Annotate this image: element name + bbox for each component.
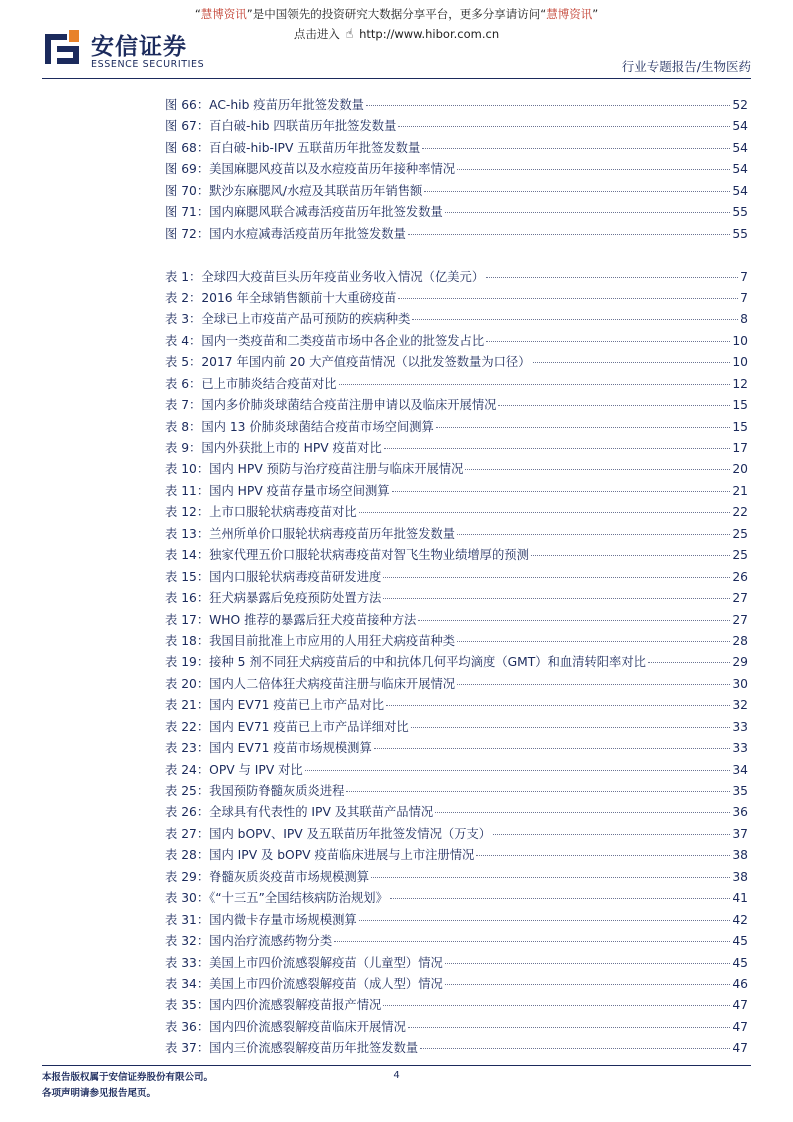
essence-logo-icon [45, 30, 79, 64]
toc-figure-entry[interactable]: 图 70：默沙东麻腮风/水痘及其联苗历年销售额 54 [165, 183, 748, 198]
footer-divider [42, 1065, 751, 1066]
toc-table-entry[interactable]: 表 3：全球已上市疫苗产品可预防的疾病种类 8 [165, 312, 748, 327]
toc-table-entry[interactable]: 表 19：接种 5 剂不同狂犬病疫苗后的中和抗体几何平均滴度（GMT）和血清转阳率对比 29 [165, 655, 748, 670]
toc-table-entry[interactable]: 表 36：国内四价流感裂解疫苗临床开展情况 47 [165, 1019, 748, 1034]
page-number: 4 [393, 1070, 400, 1081]
toc-table-entry[interactable]: 表 29：脊髓灰质炎疫苗市场规模测算 38 [165, 869, 748, 884]
toc-table-entry[interactable]: 表 32：国内治疗流感药物分类 45 [165, 934, 748, 949]
pointer-hand-icon: ☝ [345, 27, 354, 42]
logo-english-name: ESSENCE SECURITIES [91, 59, 205, 70]
toc-table-entry[interactable]: 表 28：国内 IPV 及 bOPV 疫苗临床进展与上市注册情况 38 [165, 848, 748, 863]
company-logo [45, 28, 205, 72]
banner-text: 是中国领先的投资研究大数据分享平台，更多分享请访问“ [252, 7, 547, 21]
toc-table-entry[interactable]: 表 18：我国目前批准上市应用的人用狂犬病疫苗种类 28 [165, 633, 748, 648]
toc-table-entry[interactable]: 表 16：狂犬病暴露后免疫预防处置方法 27 [165, 591, 748, 606]
header-divider [42, 78, 751, 79]
toc-table-entry[interactable]: 表 13：兰州所单价口服轮状病毒疫苗历年批签发数量 25 [165, 526, 748, 541]
banner-brand-link[interactable]: 慧博资讯 [200, 7, 247, 21]
banner-quote-close: ” [246, 7, 253, 21]
toc-table-entry[interactable]: 表 27：国内 bOPV、IPV 及五联苗历年批签发情况（万支） 37 [165, 826, 748, 841]
toc-table-entry[interactable]: 表 15：国内口服轮状病毒疫苗研发进度 26 [165, 569, 748, 584]
toc-table-entry[interactable]: 表 14：独家代理五价口服轮状病毒疫苗对智飞生物业绩增厚的预测 25 [165, 548, 748, 563]
toc-table-entry[interactable]: 表 9：国内外获批上市的 HPV 疫苗对比 17 [165, 441, 748, 455]
toc-table-entry[interactable]: 表 37：国内三价流感裂解疫苗历年批签发数量 47 [165, 1041, 748, 1056]
toc-table-entry[interactable]: 表 22：国内 EV71 疫苗已上市产品详细对比 33 [165, 719, 748, 734]
toc-figure-entry[interactable]: 图 68：百白破-hib-IPV 五联苗历年批签发数量 54 [165, 140, 748, 155]
banner-click-text: 点击进入 [293, 27, 340, 41]
toc-table-entry[interactable]: 表 34：美国上市四价流感裂解疫苗（成人型）情况 46 [165, 976, 748, 991]
toc-table-entry[interactable]: 表 6：已上市肺炎结合疫苗对比 12 [165, 376, 748, 391]
toc-table-entry[interactable]: 表 7：国内多价肺炎球菌结合疫苗注册申请以及临床开展情况 15 [165, 398, 748, 413]
logo-chinese-name: 安信证券 [91, 34, 187, 60]
banner-quote-open: “ [194, 7, 201, 21]
toc-table-entry[interactable]: 表 2：2016 年全球销售额前十大重磅疫苗 7 [165, 290, 748, 305]
footer-copyright: 本报告版权属于安信证券股份有限公司。 [42, 1072, 214, 1083]
table-of-contents [165, 95, 748, 1060]
banner-url-link[interactable]: http://www.hibor.com.cn [359, 27, 500, 41]
footer-statement: 各项声明请参见报告尾页。 [42, 1088, 157, 1099]
toc-table-entry[interactable]: 表 24：OPV 与 IPV 对比 34 [165, 762, 748, 777]
toc-figure-entry[interactable]: 图 71：国内麻腮风联合减毒活疫苗历年批签发数量 55 [165, 205, 748, 220]
toc-table-entry[interactable]: 表 12：上市口服轮状病毒疫苗对比 22 [165, 505, 748, 520]
banner-end: ” [592, 7, 599, 21]
toc-table-entry[interactable]: 表 10：国内 HPV 预防与治疗疫苗注册与临床开展情况 20 [165, 462, 748, 477]
report-type: 行业专题报告/生物医药 [621, 59, 751, 74]
toc-figure-entry[interactable]: 图 72：国内水痘减毒活疫苗历年批签发数量 55 [165, 226, 748, 241]
toc-table-entry[interactable]: 表 23：国内 EV71 疫苗市场规模测算 33 [165, 741, 748, 756]
toc-table-entry[interactable]: 表 11：国内 HPV 疫苗存量市场空间测算 21 [165, 483, 748, 498]
toc-figure-entry[interactable]: 图 66：AC-hib 疫苗历年批签发数量 52 [165, 98, 748, 112]
toc-table-entry[interactable]: 表 4：国内一类疫苗和二类疫苗市场中各企业的批签发占比 10 [165, 333, 748, 348]
toc-table-entry[interactable]: 表 25：我国预防脊髓灰质炎进程 35 [165, 784, 748, 798]
top-banner [0, 6, 793, 22]
toc-table-entry[interactable]: 表 1：全球四大疫苗巨头历年疫苗业务收入情况（亿美元） 7 [165, 269, 748, 284]
toc-table-entry[interactable]: 表 8：国内 13 价肺炎球菌结合疫苗市场空间测算 15 [165, 419, 748, 434]
toc-table-entry[interactable]: 表 5：2017 年国内前 20 大产值疫苗情况（以批发签数量为口径） 10 [165, 355, 748, 370]
toc-spacer [165, 245, 748, 266]
toc-table-entry[interactable]: 表 30：《“十三五”全国结核病防治规划》 41 [165, 891, 748, 906]
toc-figure-entry[interactable]: 图 69：美国麻腮风疫苗以及水痘疫苗历年接种率情况 54 [165, 162, 748, 177]
banner-brand2-link[interactable]: 慧博资讯 [546, 7, 593, 21]
toc-table-entry[interactable]: 表 21：国内 EV71 疫苗已上市产品对比 32 [165, 698, 748, 713]
toc-table-entry[interactable]: 表 33：美国上市四价流感裂解疫苗（儿童型）情况 45 [165, 955, 748, 970]
toc-table-entry[interactable]: 表 17：WHO 推荐的暴露后狂犬疫苗接种方法 27 [165, 612, 748, 627]
toc-table-entry[interactable]: 表 20：国内人二倍体狂犬病疫苗注册与临床开展情况 30 [165, 676, 748, 691]
toc-figure-entry[interactable]: 图 67：百白破-hib 四联苗历年批签发数量 54 [165, 119, 748, 134]
toc-table-entry[interactable]: 表 35：国内四价流感裂解疫苗报产情况 47 [165, 998, 748, 1013]
toc-table-entry[interactable]: 表 26：全球具有代表性的 IPV 及其联苗产品情况 36 [165, 805, 748, 820]
toc-table-entry[interactable]: 表 31：国内微卡存量市场规模测算 42 [165, 912, 748, 927]
